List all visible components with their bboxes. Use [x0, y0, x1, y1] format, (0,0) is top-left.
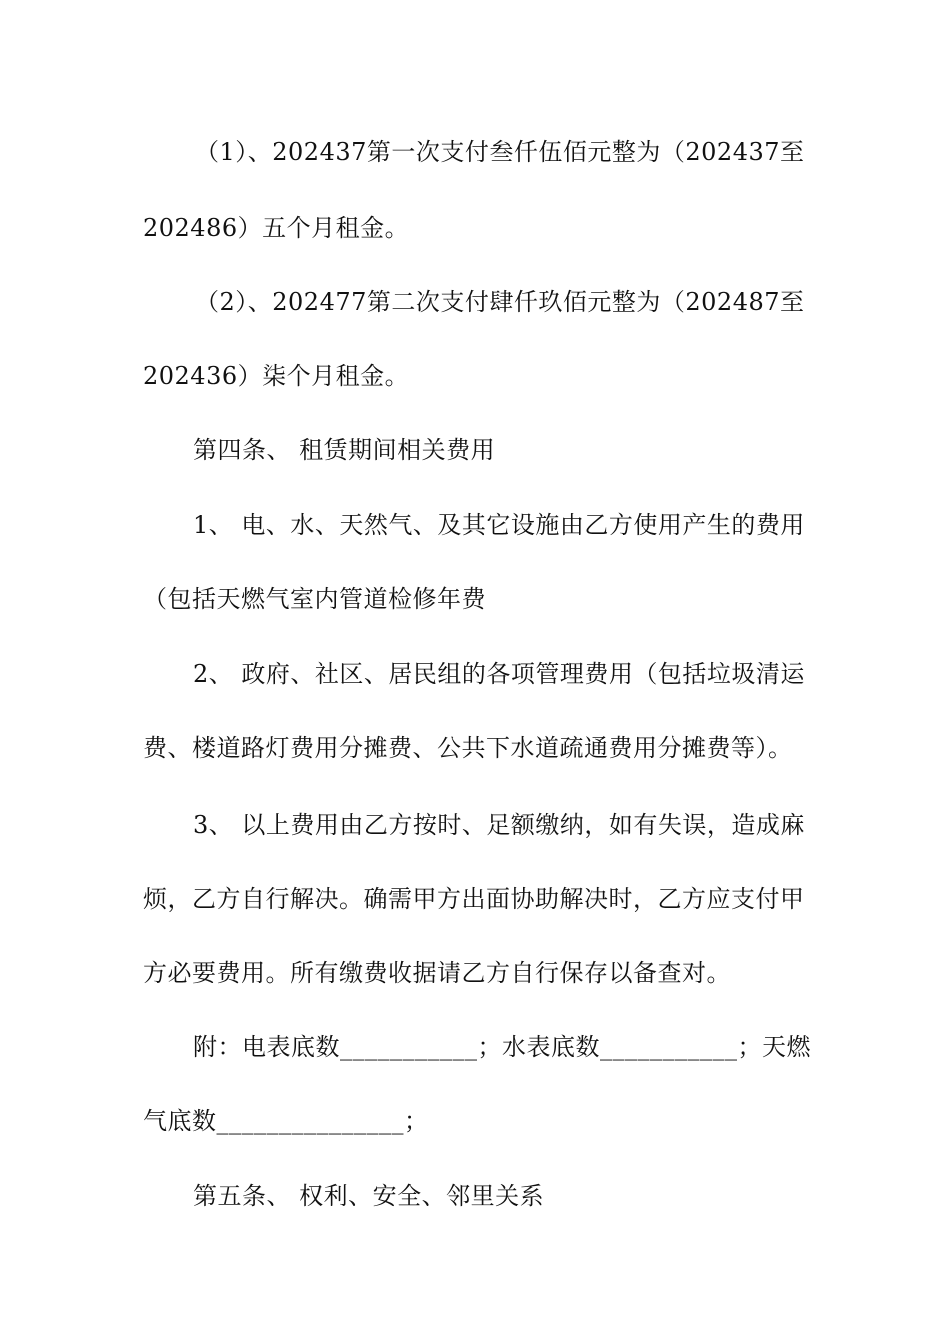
payment-item-1-line-1: （1）、202437第一次支付叁仟伍佰元整为（202437至 — [195, 138, 805, 166]
clause-3-line-2: 烦，乙方自行解决。确需甲方出面协助解决时，乙方应支付甲 — [143, 885, 805, 913]
meter-readings-line-1: 附：电表底数___________；水表底数___________；天燃 — [193, 1033, 811, 1061]
clause-3-line-3: 方必要费用。所有缴费收据请乙方自行保存以备查对。 — [143, 959, 731, 987]
meter-readings-line-2: 气底数_______________； — [143, 1107, 429, 1135]
payment-item-2-line-1: （2）、202477第二次支付肆仟玖佰元整为（202487至 — [195, 288, 805, 316]
payment-item-1-line-2: 202486）五个月租金。 — [143, 214, 410, 242]
clause-2-line-1: 2、 政府、社区、居民组的各项管理费用（包括垃圾清运 — [193, 660, 805, 688]
clause-1-line-2: （包括天燃气室内管道检修年费 — [143, 585, 486, 613]
clause-1-line-1: 1、 电、水、天然气、及其它设施由乙方使用产生的费用 — [193, 511, 805, 539]
payment-item-2-line-2: 202436）柒个月租金。 — [143, 362, 410, 390]
article-5-heading: 第五条、 权利、安全、邻里关系 — [193, 1182, 545, 1210]
article-4-heading: 第四条、 租赁期间相关费用 — [193, 436, 496, 464]
clause-2-line-2: 费、楼道路灯费用分摊费、公共下水道疏通费用分摊费等）。 — [143, 734, 793, 762]
clause-3-line-1: 3、 以上费用由乙方按时、足额缴纳，如有失误，造成麻 — [193, 811, 805, 839]
